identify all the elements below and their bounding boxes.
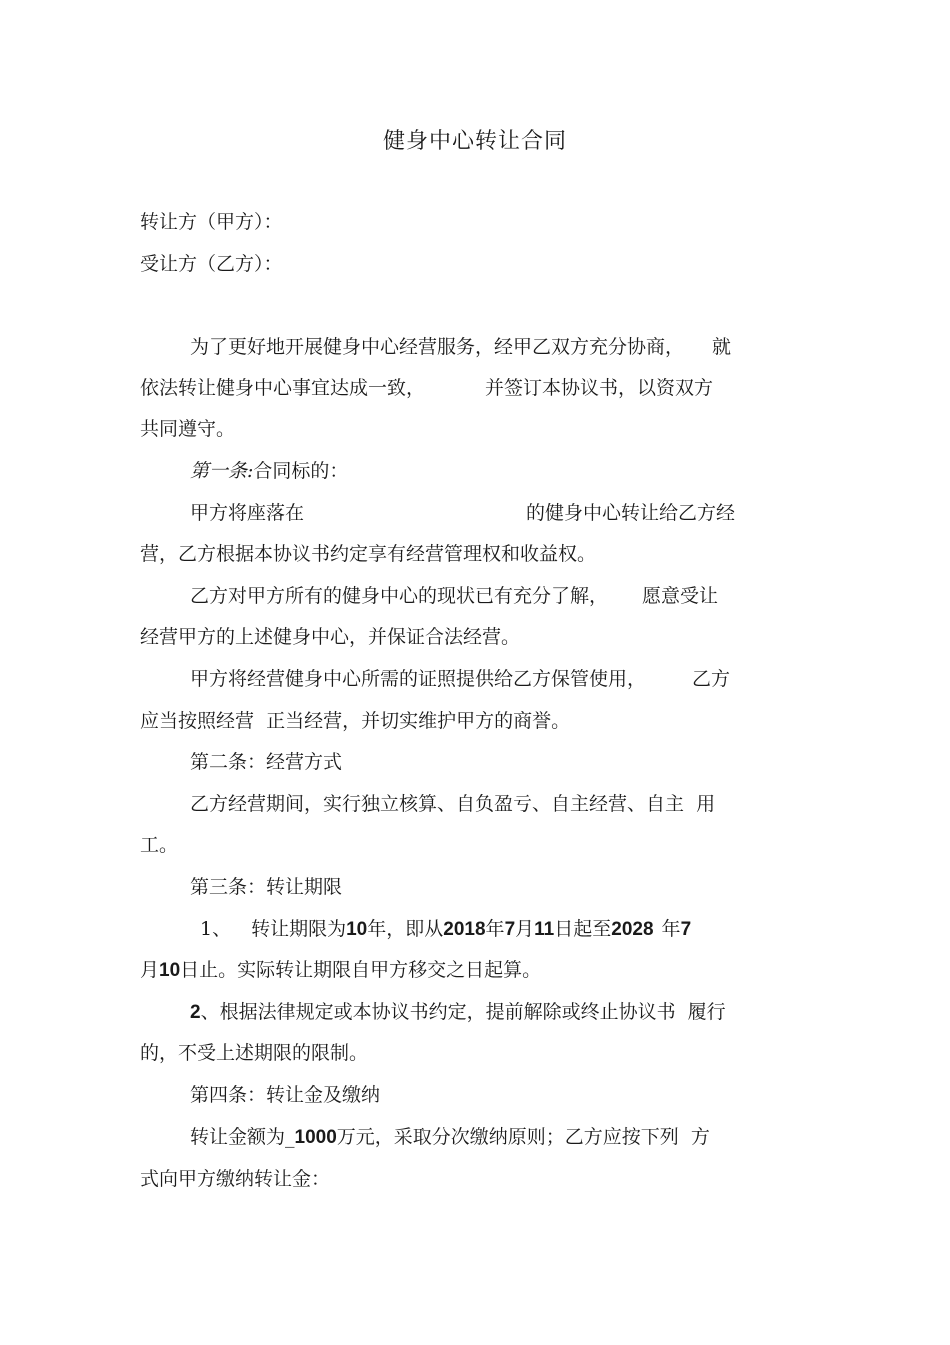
intro-line-2 [140, 375, 713, 401]
article-2-line-2: 工。 [140, 834, 179, 856]
article-4-line-1 [190, 1124, 710, 1151]
article-text: 甲方将经营健身中心所需的证照提供给乙方保管使用， [190, 668, 647, 690]
party-b-label: 受让方（乙方）： [140, 253, 283, 275]
article-text: 乙方 [692, 668, 731, 690]
intro-text: 依法转让健身中心事宜达成一致， [140, 377, 426, 399]
party-a-label: 转让方（甲方）： [140, 211, 283, 233]
item-number: 2 [190, 1002, 201, 1023]
article-1-p3-line-1 [190, 666, 730, 692]
transfer-amount: 1000 [294, 1127, 337, 1148]
article-1-p3-line-2: 应当按照经营 正当经营，并切实维护甲方的商誉。 [140, 710, 571, 732]
item-text: 转让期限为 [251, 918, 347, 940]
article-1-p2-line-2: 经营甲方的上述健身中心，并保证合法经营。 [140, 626, 521, 648]
intro-line-1 [190, 334, 731, 360]
article-text: 乙方对甲方所有的健身中心的现状已有充分了解， [190, 585, 609, 607]
intro-text: 为了更好地开展健身中心经营服务，经甲乙双方充分协商， [190, 336, 685, 358]
article-3-item-2-line-1 [190, 999, 726, 1026]
item-text: 日起至 [554, 918, 612, 940]
article-1-p2-line-1 [190, 583, 718, 609]
document-title: 健身中心转让合同 [382, 129, 567, 154]
article-3-item-1-line-1 [200, 916, 691, 943]
item-text: 万元，采取分次缴纳原则；乙方应按下列 方 [336, 1126, 710, 1148]
article-text: 的健身中心转让给乙方经 [526, 502, 736, 524]
item-text: 年，即从 [367, 918, 444, 940]
start-day: 11 [534, 919, 555, 940]
article-1-p1-line-1 [190, 500, 735, 526]
intro-text: 就 [712, 336, 732, 358]
article-4-heading: 第四条：转让金及缴纳 [190, 1084, 381, 1106]
start-month: 7 [504, 919, 516, 940]
end-month: 7 [680, 919, 692, 940]
intro-line-3: 共同遵守。 [140, 418, 236, 440]
item-text: 年 [661, 918, 681, 940]
article-text: 愿意受让 [642, 585, 719, 607]
article-2-heading: 第二条：经营方式 [190, 751, 343, 773]
item-text: 、根据法律规定或本协议书约定，提前解除或终止协议书 履行 [200, 1001, 726, 1023]
article-1-title: 合同标的： [253, 460, 349, 482]
item-text: 转让金额为_ [190, 1126, 295, 1148]
item-text: 日止。实际转让期限自甲方移交之日起算。 [180, 959, 542, 981]
article-4-line-2: 式向甲方缴纳转让金： [140, 1168, 331, 1190]
end-day: 10 [159, 960, 181, 981]
article-1-p1-line-2: 营，乙方根据本协议书约定享有经营管理权和收益权。 [140, 543, 597, 565]
item-number: 1、 [200, 918, 232, 940]
article-3-item-1-line-2 [140, 957, 541, 984]
article-1-heading [190, 458, 348, 484]
start-year: 2018 [443, 919, 486, 940]
article-3-item-2-line-2: 的，不受上述期限的限制。 [140, 1042, 369, 1064]
term-years: 10 [346, 919, 368, 940]
article-text: 甲方将座落在 [190, 502, 305, 524]
end-year: 2028 [611, 919, 654, 940]
item-text: 年 [485, 918, 505, 940]
intro-text: 并签订本协议书，以资双方 [485, 377, 714, 399]
article-3-heading: 第三条：转让期限 [190, 876, 343, 898]
item-text: 月 [515, 918, 535, 940]
item-text: 月 [140, 959, 160, 981]
article-2-line-1: 乙方经营期间，实行独立核算、自负盈亏、自主经营、自主 用 [190, 793, 716, 815]
article-1-number: 第一条: [190, 460, 254, 482]
